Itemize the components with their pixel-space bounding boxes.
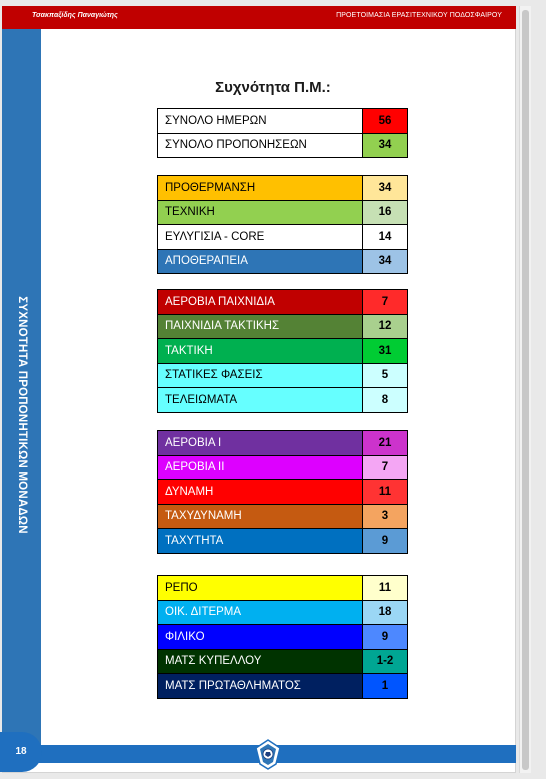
table-row (158, 314, 408, 339)
activity-label: ΤΑΧΥΤΗΤΑ (158, 529, 363, 554)
frequency-group-table (157, 175, 408, 274)
activity-count: 7 (363, 290, 408, 315)
activity-label: ΤΕΧΝΙΚΗ (158, 200, 363, 225)
activity-count: 11 (363, 480, 408, 505)
activity-label: ΑΕΡΟΒΙΑ Ι (158, 431, 363, 456)
activity-count: 16 (363, 200, 408, 225)
table-row (158, 600, 408, 625)
activity-label: ΣΥΝΟΛΟ ΠΡΟΠΟΝΗΣΕΩΝ (158, 133, 363, 158)
table-row (158, 109, 408, 134)
frequency-group-table (157, 575, 408, 699)
activity-count: 1-2 (363, 649, 408, 674)
activity-label: ΠΡΟΘΕΡΜΑΝΣΗ (158, 176, 363, 201)
activity-count: 9 (363, 529, 408, 554)
activity-count: 1 (363, 674, 408, 699)
activity-label: ΤΕΛΕΙΩΜΑΤΑ (158, 388, 363, 413)
vertical-scrollbar[interactable] (519, 6, 531, 773)
side-banner-title: ΣΥΧΝΟΤΗΤΑ ΠΡΟΠΟΝΗΤΙΚΩΝ ΜΟΝΑΔΩΝ (16, 296, 28, 534)
activity-label: ΠΑΙΧΝΙΔΙΑ ΤΑΚΤΙΚΗΣ (158, 314, 363, 339)
activity-label: ΑΕΡΟΒΙΑ ΙΙ (158, 455, 363, 480)
activity-label: ΕΥΛΥΓΙΣΙΑ - CORE (158, 225, 363, 250)
table-row (158, 200, 408, 225)
activity-label: ΤΑΚΤΙΚΗ (158, 339, 363, 364)
activity-count: 56 (363, 109, 408, 134)
activity-count: 5 (363, 363, 408, 388)
activity-count: 7 (363, 455, 408, 480)
activity-count: 18 (363, 600, 408, 625)
activity-count: 11 (363, 576, 408, 601)
activity-count: 12 (363, 314, 408, 339)
table-row (158, 225, 408, 250)
table-row (158, 455, 408, 480)
activity-label: ΡΕΠΟ (158, 576, 363, 601)
header-author: Τσακπαξίδης Παναγιώτης (32, 12, 118, 19)
activity-label: ΑΠΟΘΕΡΑΠΕΙΑ (158, 249, 363, 274)
table-row (158, 249, 408, 274)
table-row (158, 290, 408, 315)
frequency-group-table (157, 289, 408, 413)
activity-label: ΑΕΡΟΒΙΑ ΠΑΙΧΝΙΔΙΑ (158, 290, 363, 315)
activity-count: 21 (363, 431, 408, 456)
table-row (158, 529, 408, 554)
table-row (158, 176, 408, 201)
header-document-title: ΠΡΟΕΤΟΙΜΑΣΙΑ ΕΡΑΣΙΤΕΧΝΙΚΟΥ ΠΟΔΟΣΦΑΙΡΟΥ (336, 12, 502, 19)
table-row (158, 339, 408, 364)
table-row (158, 133, 408, 158)
activity-label: ΔΥΝΑΜΗ (158, 480, 363, 505)
page-title: Συχνότητα Π.Μ.: (215, 79, 331, 96)
activity-count: 34 (363, 249, 408, 274)
table-row (158, 388, 408, 413)
table-row (158, 363, 408, 388)
side-banner (2, 29, 41, 745)
table-row (158, 576, 408, 601)
activity-label: ΜΑΤΣ ΚΥΠΕΛΛΟΥ (158, 649, 363, 674)
table-row (158, 625, 408, 650)
page-number: 18 (0, 732, 42, 772)
activity-label: ΜΑΤΣ ΠΡΩΤΑΘΛΗΜΑΤΟΣ (158, 674, 363, 699)
activity-count: 34 (363, 133, 408, 158)
frequency-group-table (157, 430, 408, 554)
scrollbar-thumb[interactable] (522, 10, 529, 770)
activity-count: 34 (363, 176, 408, 201)
table-row (158, 431, 408, 456)
activity-count: 31 (363, 339, 408, 364)
activity-count: 3 (363, 504, 408, 529)
club-logo-icon (250, 736, 286, 772)
table-row (158, 504, 408, 529)
activity-count: 9 (363, 625, 408, 650)
frequency-group-table (157, 108, 408, 158)
activity-count: 8 (363, 388, 408, 413)
activity-label: ΤΑΧΥΔΥΝΑΜΗ (158, 504, 363, 529)
activity-label: ΣΤΑΤΙΚΕΣ ΦΑΣΕΙΣ (158, 363, 363, 388)
page-header (2, 6, 516, 29)
activity-label: ΣΥΝΟΛΟ ΗΜΕΡΩΝ (158, 109, 363, 134)
table-row (158, 480, 408, 505)
activity-count: 14 (363, 225, 408, 250)
table-row (158, 674, 408, 699)
table-row (158, 649, 408, 674)
activity-label: ΦΙΛΙΚΟ (158, 625, 363, 650)
activity-label: ΟΙΚ. ΔΙΤΕΡΜΑ (158, 600, 363, 625)
